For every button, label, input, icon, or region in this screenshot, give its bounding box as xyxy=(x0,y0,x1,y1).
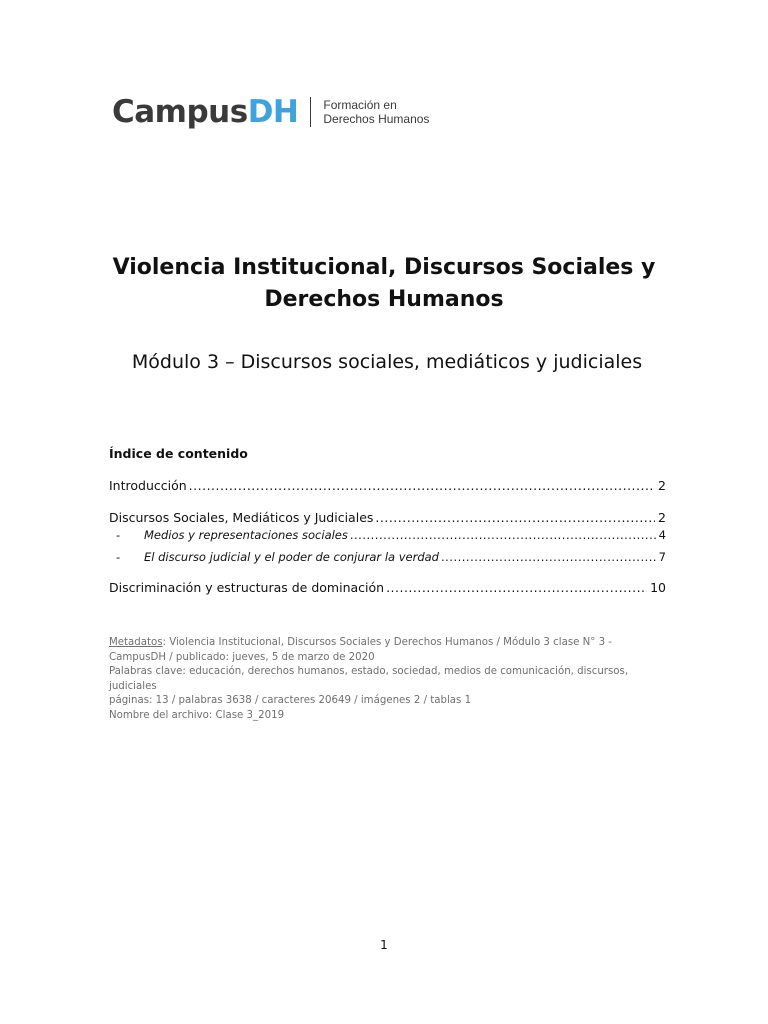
metadata-line-5: páginas: 13 / palabras 3638 / caracteres 20649 / imágenes 2 / tablas 1 xyxy=(109,695,472,706)
logo-dh-text: DH xyxy=(247,94,299,130)
document-title-line-1: Violencia Institucional, Discursos Sociales y xyxy=(112,255,656,280)
metadata-line-2: CampusDH / publicado: jueves, 5 de marzo de 2020 xyxy=(109,651,375,663)
toc-dot-leader xyxy=(386,580,647,596)
toc-entry-medios[interactable] xyxy=(116,527,666,543)
toc-entry-page: 7 xyxy=(658,550,666,564)
metadata-line-6: Nombre del archivo: Clase 3_2019 xyxy=(109,709,285,721)
toc-dot-leader xyxy=(441,549,656,565)
toc-entry-page: 10 xyxy=(650,580,666,595)
metadata-line-3: Palabras clave: educación, derechos humanos, estado, sociedad, medios de comunicación, discursos, xyxy=(109,666,629,677)
logo-campus-text: Campus xyxy=(112,94,248,130)
toc-entry-label: Discriminación y estructuras de dominación xyxy=(109,580,385,595)
toc-entry-introduccion[interactable] xyxy=(109,478,666,494)
document-title xyxy=(0,252,768,316)
toc-bullet: - xyxy=(116,550,121,564)
logo-tagline xyxy=(323,98,429,126)
toc-dot-leader xyxy=(350,527,656,543)
document-subtitle: Módulo 3 – Discursos sociales, mediáticos y judiciales xyxy=(131,351,643,373)
toc-entry-page: 2 xyxy=(658,478,666,493)
page-number: 1 xyxy=(380,938,388,952)
metadata-line-1-text: : Violencia Institucional, Discursos Sociales y Derechos Humanos / Módulo 3 clase N° 3 - xyxy=(162,637,612,648)
metadata-key: Metadatos xyxy=(109,637,163,648)
logo-tagline-line-2: Derechos Humanos xyxy=(323,112,430,126)
toc-entry-page: 2 xyxy=(658,510,666,525)
toc-entry-discurso-judicial[interactable] xyxy=(116,549,666,565)
toc-heading: Índice de contenido xyxy=(109,446,248,461)
logo-wordmark xyxy=(112,94,298,130)
toc-dot-leader xyxy=(189,478,655,494)
toc-entry-label: Discursos Sociales, Mediáticos y Judiciales xyxy=(109,510,374,525)
toc-entry-discriminacion[interactable] xyxy=(109,580,666,596)
campusdh-logo xyxy=(112,94,429,130)
toc-entry-label: Medios y representaciones sociales xyxy=(144,528,348,542)
toc-bullet: - xyxy=(116,528,121,542)
logo-tagline-line-1: Formación en xyxy=(323,98,397,112)
toc-entry-label: Introducción xyxy=(109,478,187,493)
toc-entry-page: 4 xyxy=(658,528,666,542)
logo-divider xyxy=(310,97,311,127)
document-metadata xyxy=(109,636,669,723)
toc-dot-leader xyxy=(375,510,655,526)
toc-entry-discursos[interactable] xyxy=(109,510,666,526)
metadata-line-1 xyxy=(109,636,669,651)
document-title-line-2: Derechos Humanos xyxy=(264,287,504,312)
metadata-line-4: judiciales xyxy=(109,680,157,692)
toc-entry-label: El discurso judicial y el poder de conjurar la verdad xyxy=(144,550,439,564)
